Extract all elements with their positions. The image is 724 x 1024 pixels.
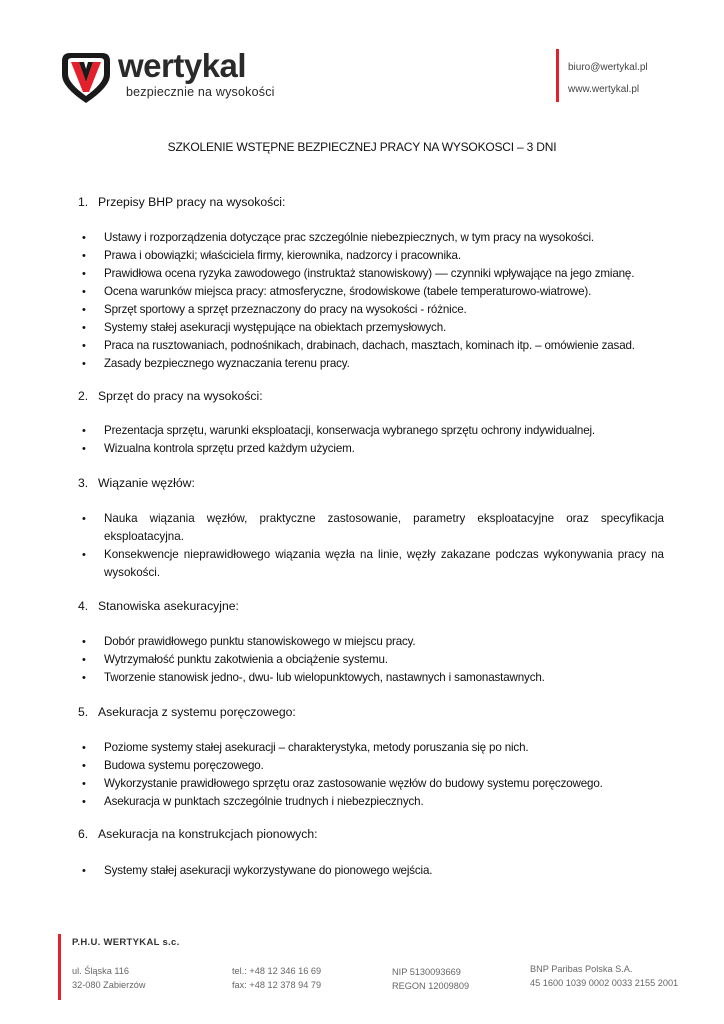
footer-phones	[232, 964, 321, 992]
section-heading-5	[78, 705, 296, 719]
list-item: • Prawidłowa ocena ryzyka zawodowego (instruktaż stanowiskowy) –– czynniki wpływające na jego zmianę.	[78, 265, 664, 283]
list-item: • Asekuracja w punktach szczególnie trudnych i niebezpiecznych.	[78, 793, 664, 811]
section-list-3	[78, 510, 664, 582]
section-title: Sprzęt do pracy na wysokości:	[98, 389, 263, 403]
section-title: Stanowiska asekuracyjne:	[98, 599, 239, 613]
footer-bank	[530, 962, 678, 990]
company-logo	[60, 45, 300, 107]
section-number: 4.	[78, 599, 89, 613]
list-item: • Ustawy i rozporządzenia dotyczące prac szczególnie niebezpiecznych, w tym pracy na wysokości.	[78, 229, 664, 247]
section-number: 5.	[78, 705, 89, 719]
footer-address	[72, 964, 146, 992]
list-item: • Wykorzystanie prawidłowego sprzętu oraz zastosowanie węzłów do budowy systemu poręczowego.	[78, 775, 664, 793]
footer-accent-bar	[58, 934, 61, 1000]
section-heading-4	[78, 599, 239, 613]
footer-bank-name: BNP Paribas Polska S.A.	[530, 964, 633, 974]
list-item: • Dobór prawidłowego punktu stanowiskowego w miejscu pracy.	[78, 633, 664, 651]
list-item: • Budowa systemu poręczowego.	[78, 757, 664, 775]
header-contact	[568, 57, 648, 101]
list-item: • Tworzenie stanowisk jedno-, dwu- lub wielopunktowych, nastawnych i samonastawnych.	[78, 669, 664, 687]
footer-company-name: P.H.U. WERTYKAL s.c.	[72, 937, 180, 948]
section-title: Wiązanie węzłów:	[98, 476, 195, 490]
section-list-2	[78, 422, 664, 458]
logo-tagline: bezpiecznie na wysokości	[126, 85, 275, 99]
list-item: • Konsekwencje nieprawidłowego wiązania węzła na linie, węzły zakazane podczas wykonywania pracy na wysokości.	[78, 546, 664, 582]
list-item: • Systemy stałej asekuracji wykorzystywane do pionowego wejścia.	[78, 862, 664, 880]
website-link[interactable]: www.wertykal.pl	[568, 84, 640, 95]
list-item: • Sprzęt sportowy a sprzęt przeznaczony do pracy na wysokości - różnice.	[78, 301, 664, 319]
footer-city: 32-080 Zabierzów	[72, 980, 146, 990]
list-item: • Wytrzymałość punktu zakotwienia a obciążenie systemu.	[78, 651, 664, 669]
list-item: • Zasady bezpiecznego wyznaczania terenu pracy.	[78, 355, 664, 373]
logo-wordmark: wertykal	[118, 47, 247, 84]
list-item: • Ocena warunków miejsca pracy: atmosferyczne, środowiskowe (tabele temperaturowo-wiatrowe).	[78, 283, 664, 301]
footer-account: 45 1600 1039 0002 0033 2155 2001	[530, 978, 679, 988]
list-item: • Nauka wiązania węzłów, praktyczne zastosowanie, parametry eksploatacyjne oraz specyfikacja eksploatacyjna.	[78, 510, 664, 546]
list-item: • Praca na rusztowaniach, podnośnikach, drabinach, dachach, masztach, kominach itp. – omówienie zasad.	[78, 337, 664, 355]
section-number: 3.	[78, 476, 89, 490]
list-item: • Systemy stałej asekuracji występujące na obiektach przemysłowych.	[78, 319, 664, 337]
email-link[interactable]: biuro@wertykal.pl	[568, 62, 648, 73]
section-number: 1.	[78, 195, 89, 209]
section-list-6	[78, 862, 664, 880]
section-list-1	[78, 229, 664, 373]
section-title: Asekuracja z systemu poręczowego:	[98, 705, 296, 719]
section-heading-2	[78, 389, 263, 403]
document-title: SZKOLENIE WSTĘPNE BEZPIECZNEJ PRACY NA WYSOKOSCI – 3 DNI	[167, 140, 557, 154]
footer-nip: NIP 5130093669	[392, 967, 461, 977]
list-item: • Wizualna kontrola sprzętu przed każdym użyciem.	[78, 440, 664, 458]
wertykal-logo-icon	[60, 49, 112, 105]
list-item: • Prezentacja sprzętu, warunki eksploatacji, konserwacja wybranego sprzętu ochrony indywidualnej.	[78, 422, 664, 440]
section-number: 6.	[78, 827, 89, 841]
header-accent-bar	[556, 49, 559, 102]
section-number: 2.	[78, 389, 89, 403]
section-heading-3	[78, 476, 195, 490]
list-item: • Prawa i obowiązki; właściciela firmy, kierownika, nadzorcy i pracownika.	[78, 247, 664, 265]
section-title: Przepisy BHP pracy na wysokości:	[98, 195, 286, 209]
section-heading-6	[78, 827, 318, 841]
section-list-4	[78, 633, 664, 687]
footer-fax: fax: +48 12 378 94 79	[232, 980, 322, 990]
footer-street: ul. Śląska 116	[72, 966, 130, 976]
footer-regon: REGON 12009809	[392, 981, 470, 991]
list-item: • Poziome systemy stałej asekuracji – charakterystyka, metody poruszania się po nich.	[78, 739, 664, 757]
footer-registry	[392, 965, 469, 993]
section-heading-1	[78, 195, 285, 209]
section-list-5	[78, 739, 664, 811]
footer-tel: tel.: +48 12 346 16 69	[232, 966, 322, 976]
section-title: Asekuracja na konstrukcjach pionowych:	[98, 827, 318, 841]
